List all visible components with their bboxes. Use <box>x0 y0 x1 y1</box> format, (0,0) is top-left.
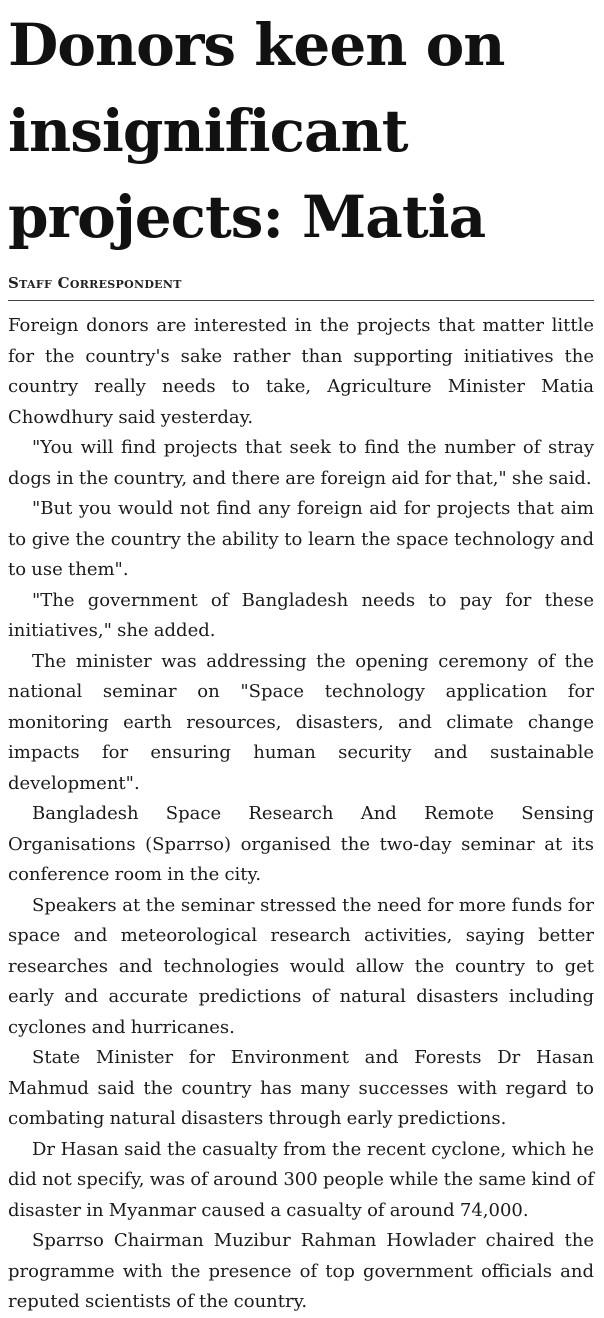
article-paragraph: "You will find projects that seek to find the number of stray dogs in the country, and there are foreign aid for that," she said. <box>8 437 594 489</box>
article-paragraph: Speakers at the seminar stressed the need for more funds for space and meteorological research activities, saying better researches and technologies would allow the country to get early and accurate predictions of natural disasters including cyclones and hurricanes. <box>8 894 594 1038</box>
article-paragraph: Bangladesh Space Research And Remote Sensing Organisations (Sparrso) organised the two-day seminar at its conference room in the city. <box>8 803 594 885</box>
article-byline: Staff Correspondent <box>8 274 594 301</box>
article-paragraph: "But you would not find any foreign aid for projects that aim to give the country the ability to learn the space technology and to use them". <box>8 498 594 580</box>
article-paragraph: Foreign donors are interested in the projects that matter little for the country's sake rather than supporting initiatives the country really needs to take, Agriculture Minister Matia Chowdhury said yesterday. <box>8 315 594 428</box>
article-paragraph: "The government of Bangladesh needs to pay for these initiatives," she added. <box>8 589 594 641</box>
article-paragraph: State Minister for Environment and Forests Dr Hasan Mahmud said the country has many successes with regard to combating natural disasters through early predictions. <box>8 1047 594 1129</box>
article-body <box>8 311 594 1318</box>
article-headline: Donors keen on insignificant projects: Matia <box>8 11 505 251</box>
article-paragraph: Sparrso Chairman Muzibur Rahman Howlader chaired the programme with the presence of top government officials and reputed scientists of the country. <box>8 1230 594 1312</box>
article-paragraph: Dr Hasan said the casualty from the recent cyclone, which he did not specify, was of around 300 people while the same kind of disaster in Myanmar caused a casualty of around 74,000. <box>8 1138 594 1221</box>
article-paragraph: The minister was addressing the opening ceremony of the national seminar on "Space technology application for monitoring earth resources, disasters, and climate change impacts for ensuring human security and sustainable development". <box>8 650 594 794</box>
